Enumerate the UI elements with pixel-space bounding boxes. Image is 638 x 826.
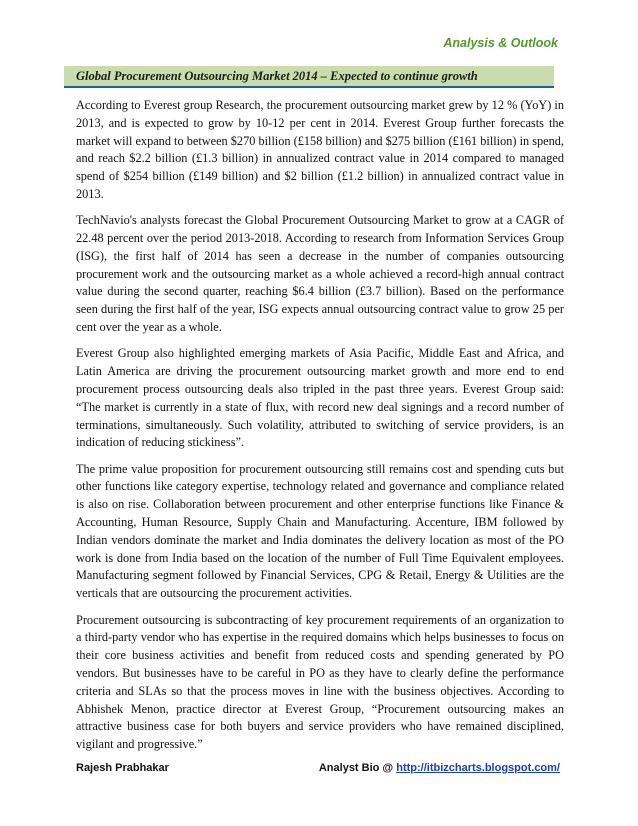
footer-author: Rajesh Prabhakar bbox=[76, 762, 169, 774]
blog-link[interactable]: http://itbizcharts.blogspot.com/ bbox=[396, 762, 560, 774]
paragraph-1: According to Everest group Research, the procurement outsourcing market grew by 12 % (YoY) in 2013, and is expected to grow by 10-12 per cent in 2014. Everest Group further forecasts the market will expand to between $270 billion (£158 billion) and $275 billion (£161 billion) in spend, and reach $2.2 billion (£1.3 billion) in annualized contract value in 2014 compared to managed spend of $254 billion (£149 billion) and $2 billion (£1.2 billion) in annualized contract value in 2013. bbox=[76, 98, 564, 201]
paragraph-2: TechNavio's analysts forecast the Global Procurement Outsourcing Market to grow at a CAGR of 22.48 percent over the period 2013-2018. According to research from Information Services Group (ISG), the first half of 2014 has seen a decrease in the number of companies outsourcing procurement work and the outsourcing market as a whole achieved a record-high annual contract value during the second quarter, reaching $6.4 billion (£3.7 billion). Based on the performance seen during the first half of the year, ISG expects annual outsourcing contract value to grow 25 per cent over the year as a whole. bbox=[76, 213, 564, 335]
paragraph-5: Procurement outsourcing is subcontracting of key procurement requirements of an organization to a third-party vendor who has expertise in the required domains which helps businesses to focus on their core business activities and benefit from reduced costs and spending generated by PO vendors. But businesses have to be careful in PO as they have to clearly define the performance criteria and SLAs so that the process moves in line with the business objectives. According to Abhishek Menon, practice director at Everest Group, “Procurement outsourcing makes an attractive business case for both buyers and service providers who have remained disciplined, vigilant and progressive.” bbox=[76, 612, 564, 752]
section-banner bbox=[64, 66, 554, 88]
footer-bio bbox=[319, 762, 560, 774]
paragraph-4: The prime value proposition for procurement outsourcing still remains cost and spending cuts but other functions like category expertise, technology related and governance and compliance related is also on rise. Collaboration between procurement and other enterprise functions like Finance & Accounting, Human Resource, Supply Chain and Manufacturing. Accenture, IBM followed by Indian vendors dominate the market and India dominates the delivery location as most of the PO work is done from India based on the location of the number of Full Time Equivalent employees. Manufacturing segment followed by Financial Services, CPG & Retail, Energy & Utilities are the verticals that are outsourcing the procurement activities. bbox=[76, 461, 564, 601]
footer-bio-label: Analyst Bio @ bbox=[318, 762, 397, 774]
section-title: Global Procurement Outsourcing Market 2014 – Expected to continue growth bbox=[76, 68, 478, 83]
paragraph-3: Everest Group also highlighted emerging markets of Asia Pacific, Middle East and Africa, and Latin America are driving the procurement outsourcing market growth and more end to end procurement process outsourcing deals also tripled in the past three years. Everest Group said: “The market is currently in a state of flux, with record new deal signings and a record number of terminations, simultaneously. Such volatility, attributed to switching of service providers, is an indication of reducing stickiness”. bbox=[76, 346, 564, 450]
header-tag: Analysis & Outlook bbox=[443, 36, 558, 50]
article-body bbox=[76, 97, 564, 762]
